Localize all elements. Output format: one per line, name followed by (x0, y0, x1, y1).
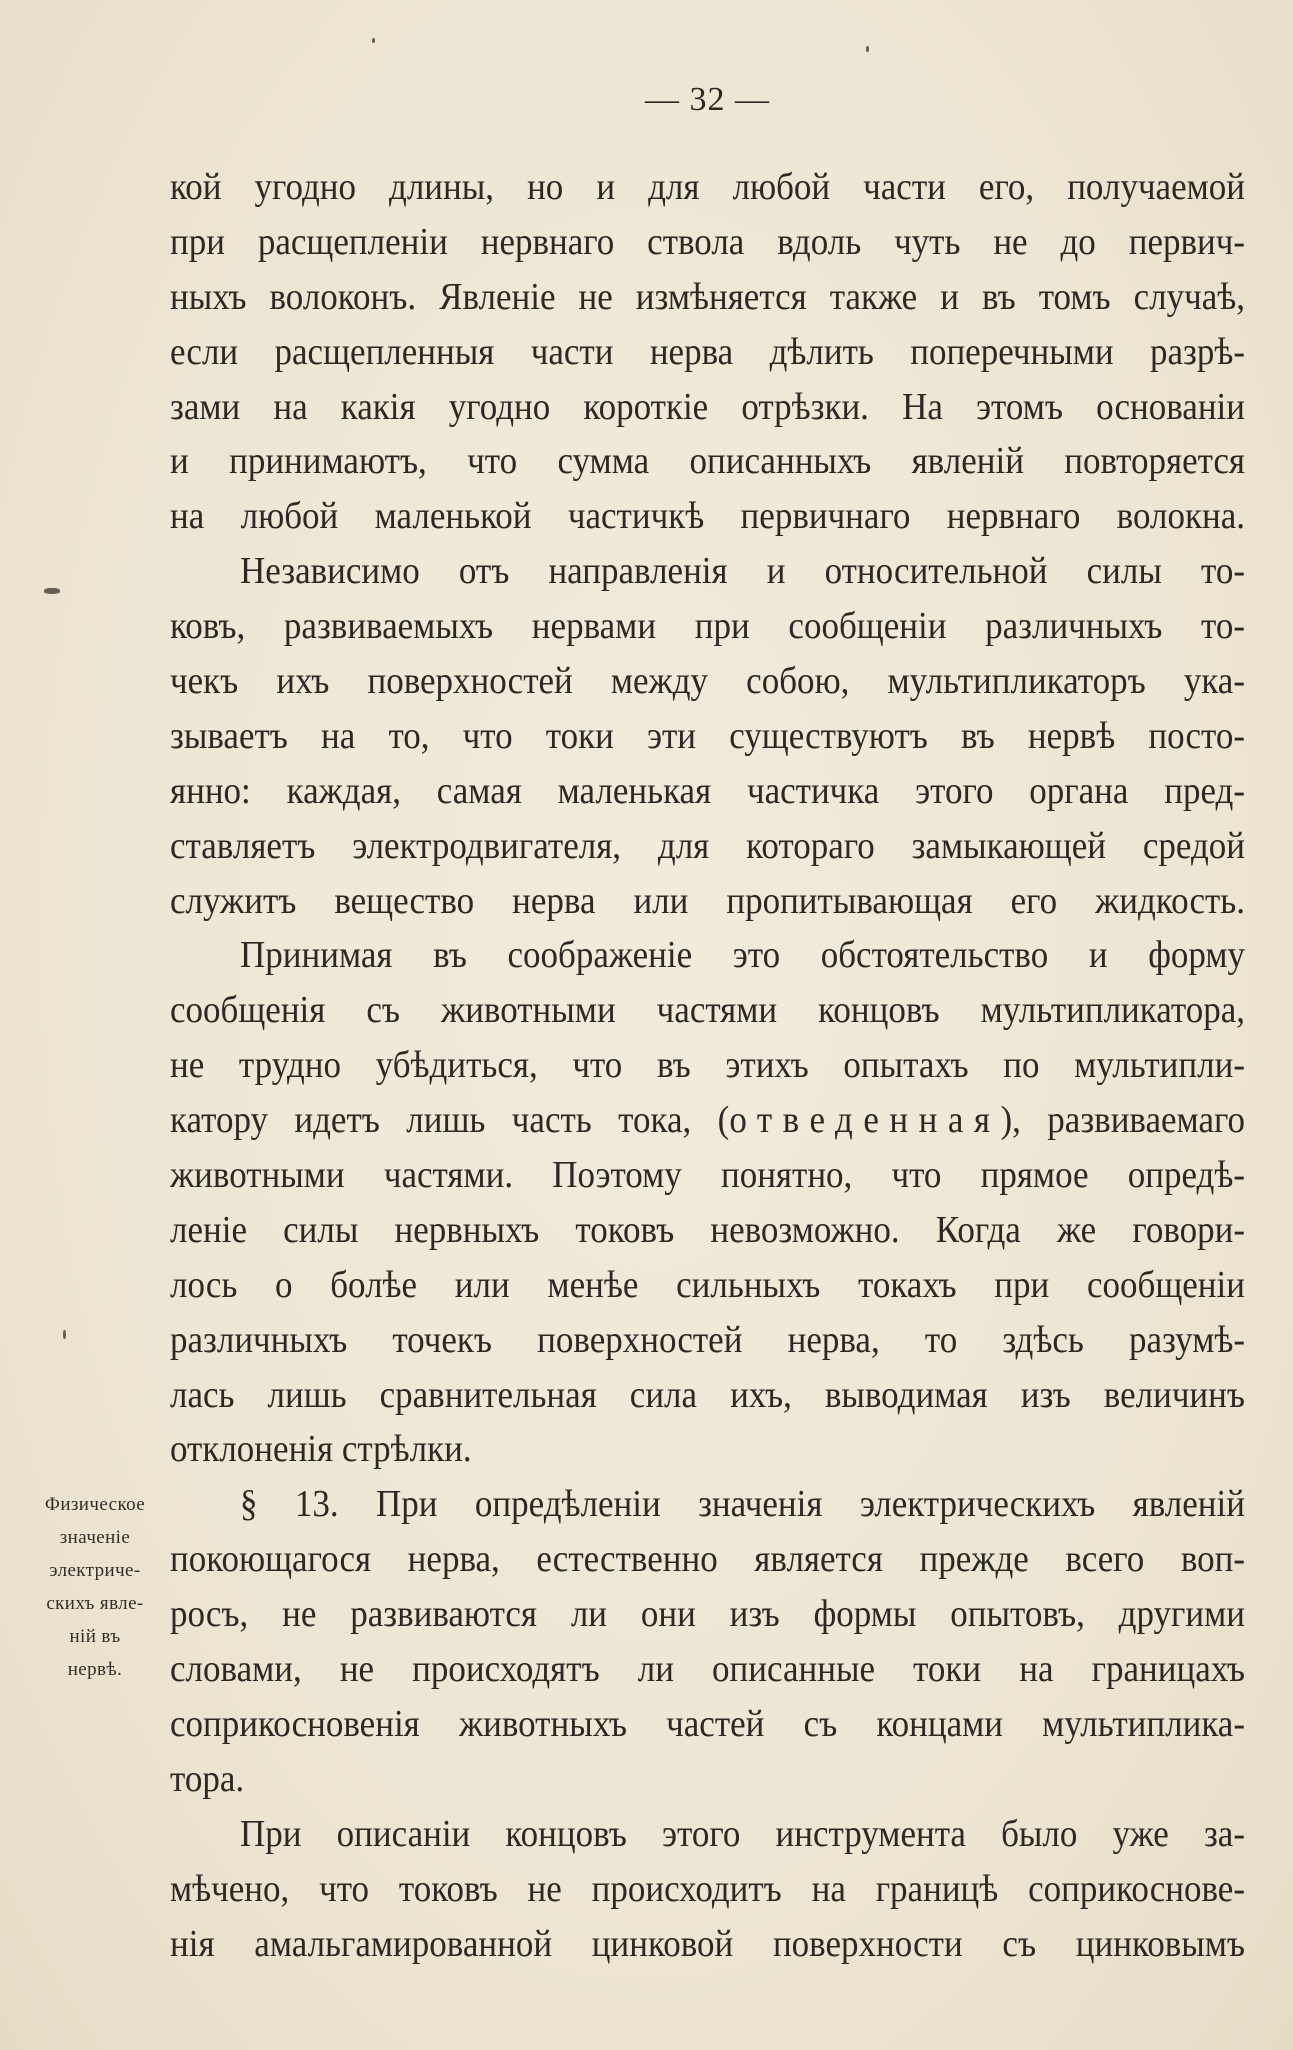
text-segment: ), развиваемаго (1000, 1098, 1245, 1141)
text-line: животными частями. Поэтому понятно, что прямое опредѣ- (170, 1152, 1245, 1196)
text-line: и принимаютъ, что сумма описанныхъ явленій повторяется (170, 439, 1245, 483)
spaced-emphasis: отведенная (729, 1098, 1001, 1141)
text-line: лось о болѣе или менѣе сильныхъ токахъ при сообщеніи (170, 1262, 1245, 1306)
scan-speck (866, 46, 869, 52)
margin-note-line: ній въ (69, 1626, 121, 1647)
text-line: Независимо отъ направленія и относительной силы то- (240, 549, 1245, 593)
scan-speck (44, 588, 60, 594)
text-line: на любой маленькой частичкѣ первичнаго нервнаго волокна. (170, 494, 1245, 538)
text-line: служитъ вещество нерва или пропитывающая его жидкость. (170, 878, 1245, 922)
text-line: мѣчено, что токовъ не происходитъ на границѣ соприкоснове- (170, 1866, 1245, 1910)
text-line: различныхъ точекъ поверхностей нерва, то здѣсь разумѣ- (170, 1317, 1245, 1361)
paragraph (170, 1477, 1245, 1806)
text-line: соприкосновенія животныхъ частей съ концами мультиплика- (170, 1701, 1245, 1745)
margin-note-line: значеніе (59, 1527, 131, 1548)
text-line: Принимая въ соображеніе это обстоятельство и форму (240, 933, 1245, 977)
text-segment: катору идетъ лишь часть тока, ( (170, 1098, 730, 1141)
margin-note-line: скихъ явле- (46, 1593, 144, 1614)
text-line: словами, не происходятъ ли описанные токи на границахъ (170, 1647, 1245, 1690)
body-text (170, 160, 1245, 1971)
text-line: отклоненія стрѣлки. (170, 1427, 472, 1471)
text-line (170, 1090, 1245, 1150)
text-line: леніе силы нервныхъ токовъ невозможно. Когда же говори- (170, 1207, 1245, 1251)
text-line: ставляетъ электродвигателя, для котораго замыкающей средой (170, 823, 1245, 867)
scan-speck (372, 38, 375, 43)
text-line: не трудно убѣдиться, что въ этихъ опытахъ по мультипли- (170, 1043, 1245, 1087)
section-heading-line: § 13. При опредѣленіи значенія электрическихъ явленій (240, 1482, 1245, 1526)
text-line: лась лишь сравнительная сила ихъ, выводимая изъ величинъ (170, 1372, 1245, 1416)
paragraph (170, 544, 1245, 928)
paragraph (170, 928, 1245, 1477)
text-line: кой угодно длины, но и для любой части его, получаемой (170, 164, 1245, 208)
text-line: ныхъ волоконъ. Явленіе не измѣняется также и въ томъ случаѣ, (170, 274, 1245, 318)
scan-speck (63, 1330, 66, 1339)
margin-note-line: нервѣ. (67, 1659, 123, 1680)
text-line: янно: каждая, самая маленькая частичка этого органа пред- (170, 768, 1245, 812)
paragraph (170, 160, 1245, 544)
text-line: сообщенія съ животными частями концовъ мультипликатора, (170, 988, 1245, 1032)
margin-note (20, 1488, 170, 1686)
margin-note-line: Физическое (44, 1494, 146, 1515)
page-number: — 32 — (645, 81, 770, 118)
text-line: зами на какія угодно короткіе отрѣзки. На этомъ основаніи (170, 384, 1245, 428)
text-line: чекъ ихъ поверхностей между собою, мультипликаторъ ука- (170, 658, 1245, 702)
text-line: тора. (170, 1756, 245, 1800)
text-line: росъ, не развиваются ли они изъ формы опытовъ, другими (170, 1592, 1245, 1636)
paragraph (170, 1807, 1245, 1972)
text-line: нія амальгамированной цинковой поверхности съ цинковымъ (170, 1921, 1245, 1965)
margin-note-line: электриче- (49, 1560, 141, 1581)
text-line: покоющагося нерва, естественно является прежде всего воп- (170, 1537, 1245, 1581)
text-line: зываетъ на то, что токи эти существуютъ въ нервѣ посто- (170, 713, 1245, 757)
text-line: ковъ, развиваемыхъ нервами при сообщеніи различныхъ то- (170, 604, 1245, 647)
text-line: При описаніи концовъ этого инструмента было уже за- (240, 1811, 1245, 1855)
text-line: если расщепленныя части нерва дѣлить поперечными разрѣ- (170, 329, 1245, 373)
text-line: при расщепленіи нервнаго ствола вдоль чуть не до первич- (170, 219, 1245, 263)
